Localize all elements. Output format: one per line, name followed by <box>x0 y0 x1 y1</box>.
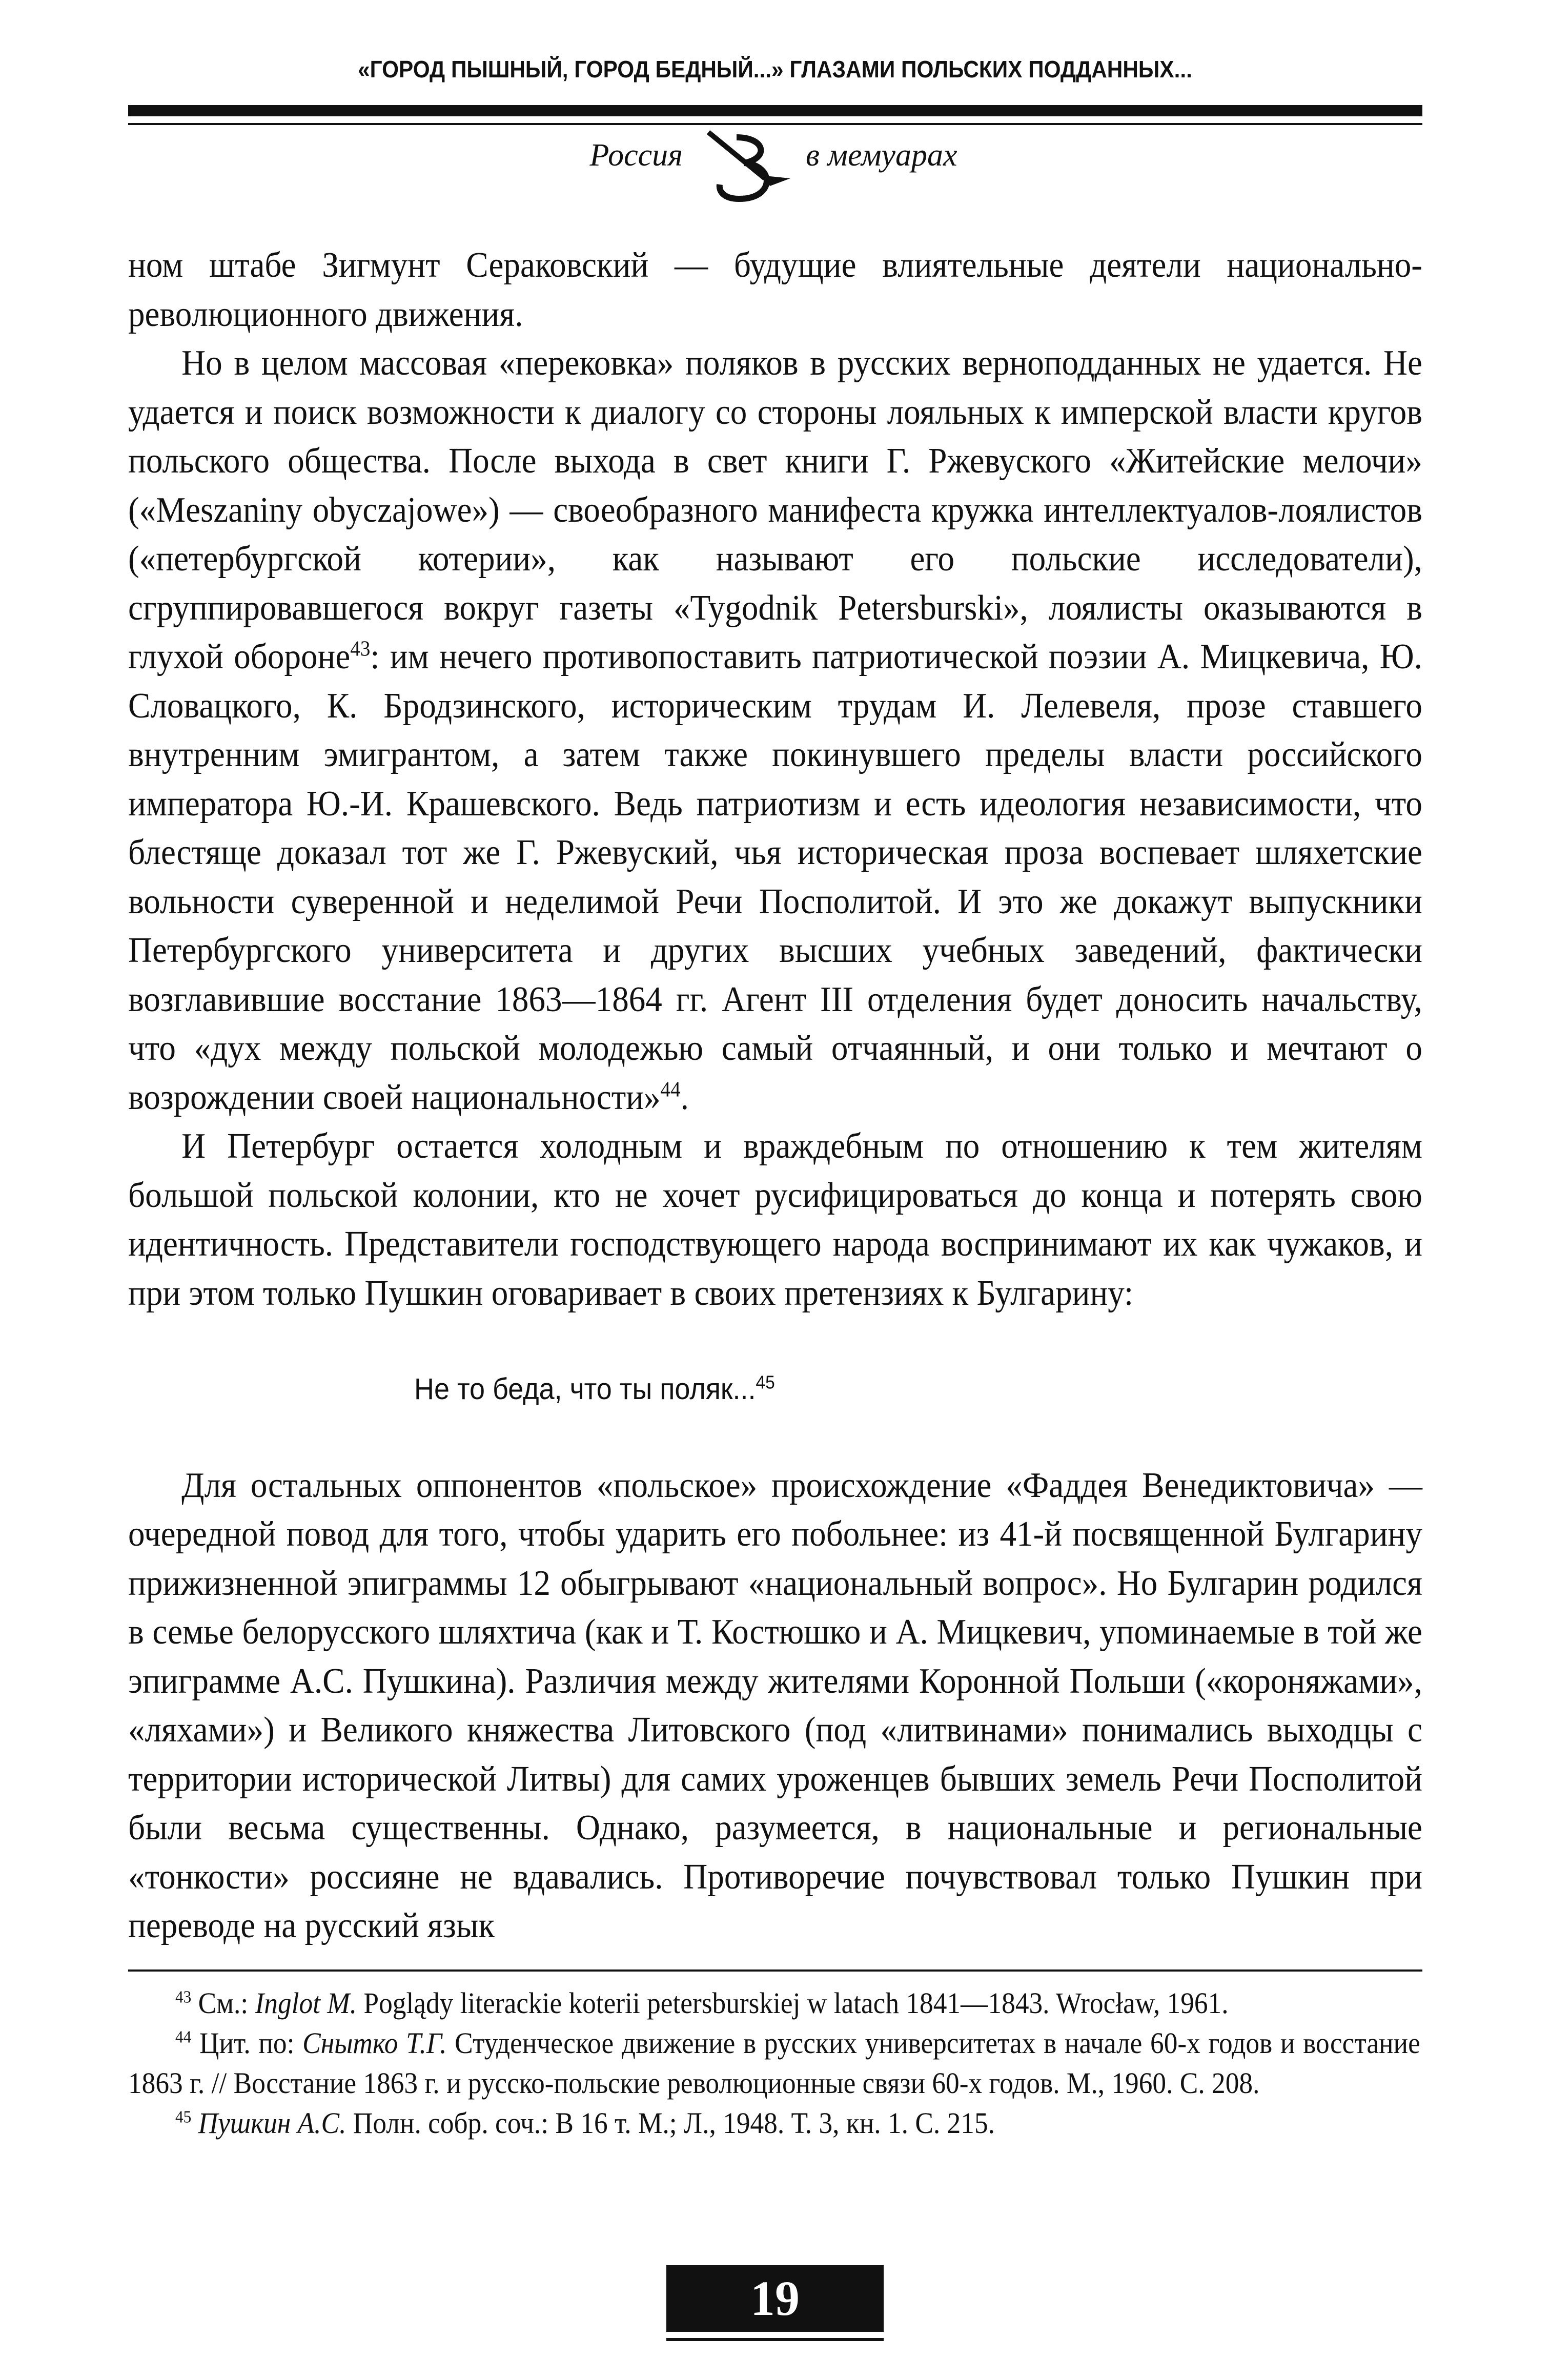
footnote-number: 44 <box>175 2027 192 2047</box>
paragraph-2-part-c: . <box>680 1077 689 1117</box>
paragraph-3: И Петербург остается холодным и враждебным по отношению к тем жителям большой польской колонии, кто не хочет русифицироваться до конца и потерять свою идентичность. Представители господствующего народа воспринимают их как чужаков, и при этом только Пушкин оговаривает в своих претензиях к Булгарину: <box>128 1126 1422 1313</box>
footnote-43 <box>128 1983 1420 2023</box>
header-rule-thin <box>128 123 1422 125</box>
series-title-right: в мемуарах <box>806 138 957 173</box>
series-title-left: Россия <box>589 138 683 173</box>
paragraph-2-part-a: Но в целом массовая «перековка» поляков в русских верноподданных не удается. Не удается и поиск возможности к диалогу со стороны лояльных к имперской власти кругов польского общества. После выхода в свет книги Г. Ржевуского «Житейские мелочи» («Meszaniny obyczajowe») — своеобразного манифеста кружка интеллектуалов-лоялистов («петербургской котерии», как называют его польские исследователи), сгруппировавшегося вокруг газеты «Tygodnik Petersburski», лоялисты оказываются в глухой обороне <box>128 343 1422 676</box>
paragraph-4: Для остальных оппонентов «польское» происхождение «Фаддея Венедиктовича» — очередной повод для того, чтобы ударить его побольнее: из 41-й посвященной Булгарину прижизненной эпиграммы 12 обыгрывают «национальный вопрос». Но Булгарин родился в семье белорусского шляхтича (как и Т. Костюшко и А. Мицкевич, упоминаемые в той же эпиграмме А.С. Пушкина). Различия между жителями Коронной Польши («короняжами», «ляхами») и Великого княжества Литовского (под «литвинами» понимались выходцы с территории исторической Литвы) для самих уроженцев бывших земель Речи Посполитой были весьма существенны. Однако, разумеется, в национальные и региональные «тонкости» россияне не вдавались. Противоречие почувствовал только Пушкин при переводе на русский язык <box>128 1465 1422 1945</box>
verse-quote-text: Не то беда, что ты поляк... <box>414 1372 756 1406</box>
footnote-text: Полн. собр. соч.: В 16 т. М.; Л., 1948. Т. 3, кн. 1. С. 215. <box>346 2106 995 2140</box>
footnote-ref-45[interactable]: 45 <box>756 1371 775 1393</box>
running-title: «ГОРОД ПЫШНЫЙ, ГОРОД БЕДНЫЙ...» ГЛАЗАМИ ПОЛЬСКИХ ПОДДАННЫХ... <box>358 56 1192 83</box>
footnote-ref-44[interactable]: 44 <box>660 1078 681 1102</box>
footnote-45 <box>128 2103 1420 2143</box>
footnote-prefix: Цит. по: <box>199 2026 303 2060</box>
footnote-author: Пушкин А.С. <box>198 2106 346 2140</box>
footnote-prefix: См.: <box>198 1986 255 2020</box>
header-rule-thick <box>128 105 1422 116</box>
footnote-separator <box>128 1969 1422 1972</box>
page-number: 19 <box>666 2265 884 2332</box>
footnote-text: Студенческое движение в русских университетах в начале 60-х годов и восстание 1863 г. // Восстание 1863 г. и русско-польские революционные связи 60-х годов. М., 1960. С. 208. <box>128 2026 1420 2100</box>
footnote-number: 45 <box>175 2107 192 2127</box>
main-text <box>128 241 1422 1951</box>
footnote-number: 43 <box>175 1987 192 2007</box>
footnotes <box>128 1983 1420 2143</box>
footnote-author: Снытко Т.Г. <box>302 2026 447 2060</box>
footnote-44 <box>128 2023 1420 2103</box>
page-number-rule <box>666 2338 884 2341</box>
footnote-ref-43[interactable]: 43 <box>350 637 371 661</box>
series-logo-icon <box>688 127 811 204</box>
footnote-text: Poglądy literackie koterii petersburskiej w latach 1841—1843. Wrocław, 1961. <box>357 1986 1229 2020</box>
paragraph-2 <box>128 339 1422 1122</box>
paragraph-1: ном штабе Зигмунт Сераковский — будущие влиятельные деятели национально-революционного движения. <box>128 245 1422 334</box>
verse-quote <box>128 1365 1422 1414</box>
series-title <box>0 127 1550 189</box>
footnote-author: Inglot M. <box>255 1986 357 2020</box>
paragraph-2-part-b: : им нечего противопоставить патриотической поэзии А. Мицкевича, Ю. Словацкого, К. Бродзинского, историческим трудам И. Лелевеля, прозе ставшего внутренним эмигрантом, а затем также покинувшего пределы власти российского императора Ю.-И. Крашевского. Ведь патриотизм и есть идеология независимости, что блестяще доказал тот же Г. Ржевуский, чья историческая проза воспевает шляхетские вольности суверенной и неделимой Речи Посполитой. И это же докажут выпускники Петербургского университета и других высших учебных заведений, фактически возглавившие восстание 1863—1864 гг. Агент III отделения будет доносить начальству, что «дух между польской молодежью самый отчаянный, и они только и мечтают о возрождении своей национальности» <box>128 637 1422 1117</box>
